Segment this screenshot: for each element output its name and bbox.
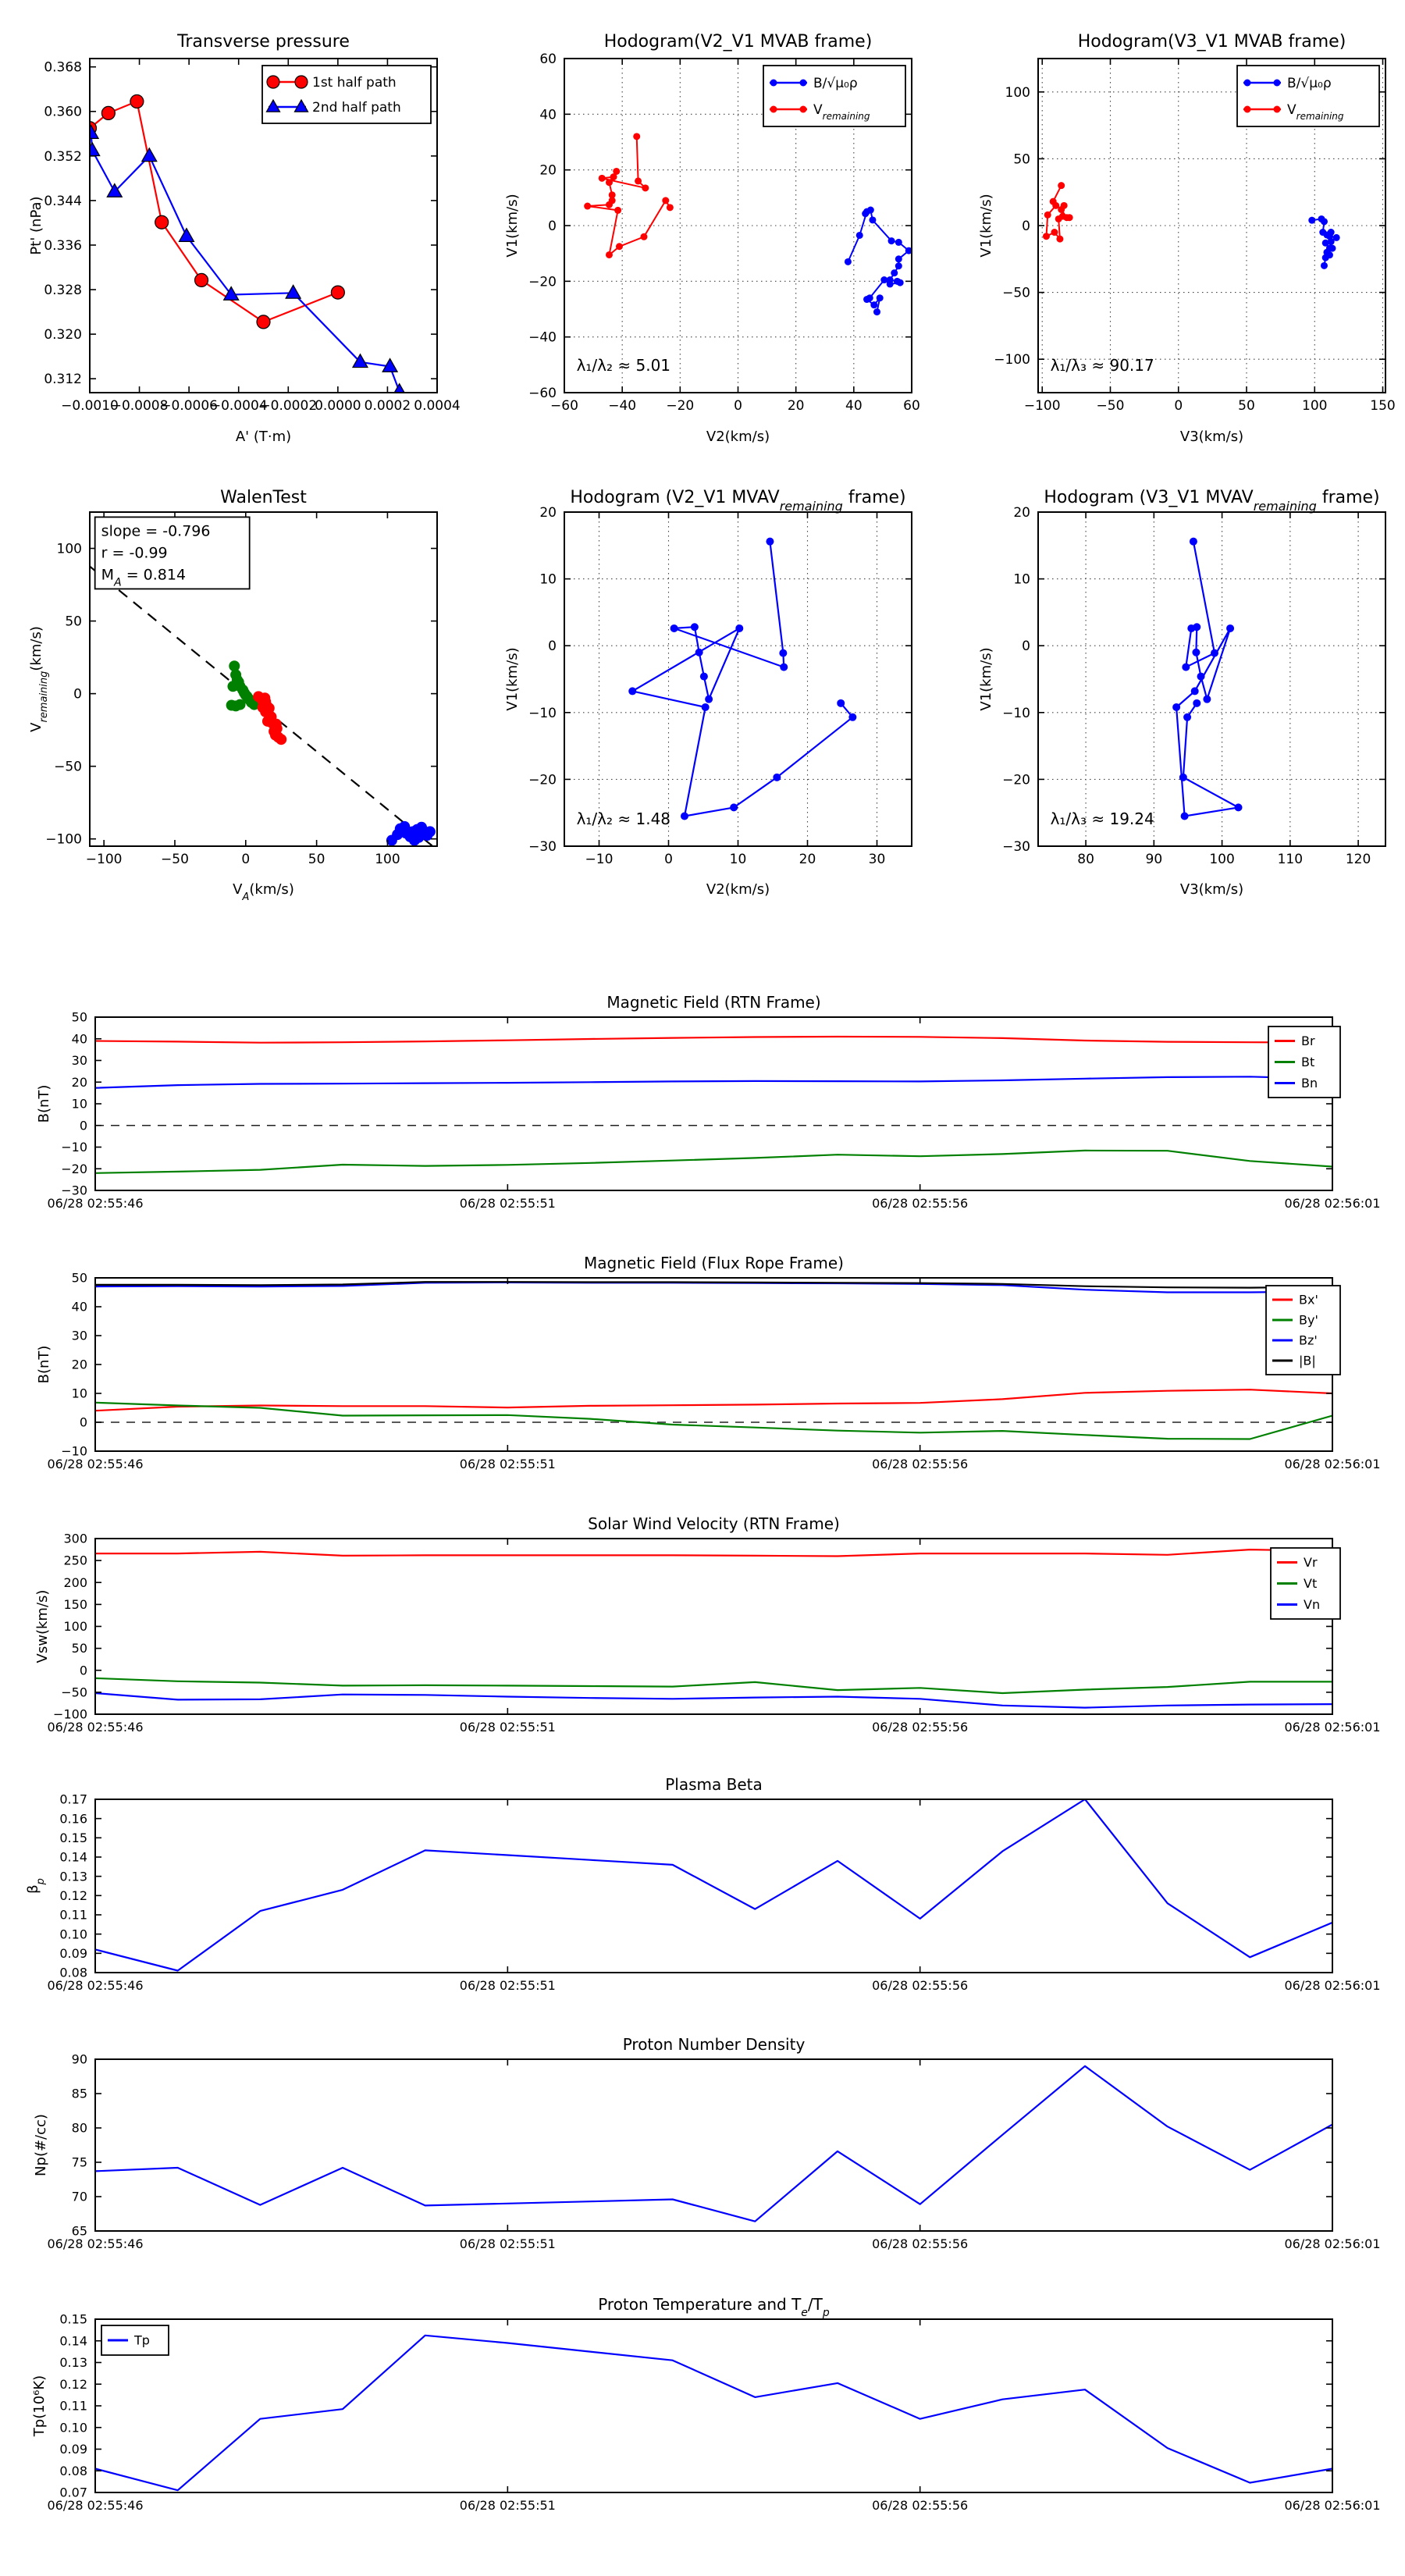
svg-text:70: 70 xyxy=(71,2189,87,2204)
svg-text:10: 10 xyxy=(71,1386,87,1401)
svg-text:0.352: 0.352 xyxy=(44,148,82,165)
svg-text:100: 100 xyxy=(1209,852,1235,867)
series-group xyxy=(1172,538,1242,820)
svg-text:−20: −20 xyxy=(528,772,557,788)
series-beta-p xyxy=(95,1799,1332,1971)
svg-text:Bn: Bn xyxy=(1301,1076,1318,1091)
series-v-path xyxy=(1172,538,1242,820)
series-group xyxy=(95,1550,1332,1708)
svg-text:60: 60 xyxy=(903,398,920,414)
svg-text:−10: −10 xyxy=(585,852,614,867)
svg-text:Vn: Vn xyxy=(1304,1597,1321,1613)
svg-text:Hodogram(V3_V1 MVAB frame): Hodogram(V3_V1 MVAB frame) xyxy=(1077,32,1346,52)
svg-text:V3(km/s): V3(km/s) xyxy=(1179,881,1244,898)
svg-text:A' (T·m): A' (T·m) xyxy=(235,429,292,445)
svg-text:Vremaining: $V_{remaining}$ xyxy=(813,101,870,122)
svg-text:06/28 02:55:56: 06/28 02:55:56 xyxy=(872,2236,969,2251)
svg-text:06/28 02:56:01: 06/28 02:56:01 xyxy=(1284,1978,1381,1993)
chart-solar-wind-velocity xyxy=(34,1514,1381,1735)
svg-text:−0.0006: −0.0006 xyxy=(160,398,219,414)
svg-text:Plasma Beta: Plasma Beta xyxy=(665,1775,763,1794)
legend xyxy=(1266,1286,1340,1375)
svg-text:−20: −20 xyxy=(666,398,695,414)
svg-text:100: 100 xyxy=(1005,84,1030,101)
annotation xyxy=(577,809,670,828)
svg-text:60: 60 xyxy=(539,51,557,67)
series-vr xyxy=(95,1550,1332,1556)
svg-text:0.12: 0.12 xyxy=(59,1888,87,1903)
series-b-sqrt-mu0-rho- xyxy=(845,207,912,316)
svg-text:0.328: 0.328 xyxy=(44,282,82,298)
svg-text:Bt: Bt xyxy=(1301,1055,1315,1070)
series-tp xyxy=(95,2336,1332,2490)
svg-text:0: 0 xyxy=(1022,639,1030,655)
svg-text:06/28 02:56:01: 06/28 02:56:01 xyxy=(1284,1196,1381,1211)
svg-text:06/28 02:55:46: 06/28 02:55:46 xyxy=(47,1457,144,1471)
annotation xyxy=(95,517,250,589)
svg-text:0: 0 xyxy=(548,218,557,234)
axes-box xyxy=(564,512,912,846)
series-group-2 xyxy=(253,691,286,745)
svg-text:−30: −30 xyxy=(1002,838,1030,855)
svg-text:40: 40 xyxy=(539,107,557,123)
svg-text:r = -0.99: r = -0.99 xyxy=(101,544,168,562)
svg-text:−100: −100 xyxy=(53,1706,87,1722)
series-group xyxy=(95,2336,1332,2490)
svg-text:06/28 02:55:51: 06/28 02:55:51 xyxy=(459,1978,556,1993)
svg-text:Vremaining(km/s): $V_{remaining}(km/s)$ xyxy=(28,626,50,732)
svg-text:−100: −100 xyxy=(1023,398,1061,414)
svg-text:Proton Number Density: Proton Number Density xyxy=(622,2035,806,2054)
svg-text:Bx': Bx' xyxy=(1299,1292,1318,1308)
svg-text:50: 50 xyxy=(1013,151,1030,168)
svg-text:Np(#/cc): Np(#/cc) xyxy=(33,2114,49,2176)
ticks xyxy=(47,2052,1380,2251)
axes-box xyxy=(95,1799,1332,1973)
svg-text:20: 20 xyxy=(799,852,816,867)
svg-text:0.07: 0.07 xyxy=(59,2485,87,2500)
svg-text:100: 100 xyxy=(63,1619,87,1635)
svg-text:50: 50 xyxy=(65,614,82,630)
svg-text:75: 75 xyxy=(71,2154,87,2170)
svg-text:0.13: 0.13 xyxy=(59,1869,87,1884)
svg-text:06/28 02:55:51: 06/28 02:55:51 xyxy=(459,1196,556,1211)
series-group xyxy=(95,1282,1332,1439)
svg-text:10: 10 xyxy=(1013,571,1030,588)
svg-text:0: 0 xyxy=(73,686,82,703)
series-group xyxy=(95,1037,1332,1173)
svg-text:0.08: 0.08 xyxy=(59,2463,87,2478)
ticks xyxy=(47,1792,1380,1993)
svg-text:−10: −10 xyxy=(61,1443,87,1459)
svg-text:50: 50 xyxy=(1238,398,1255,414)
svg-text:50: 50 xyxy=(308,852,325,867)
svg-text:−100: −100 xyxy=(994,352,1030,368)
svg-text:0.09: 0.09 xyxy=(59,2442,87,2457)
svg-text:−10: −10 xyxy=(1002,705,1030,721)
svg-text:λ₁/λ₂ ≈ 1.48: λ₁/λ₂ ≈ 1.48 xyxy=(576,809,671,829)
svg-text:Tp(10⁶K): Tp(10⁶K) xyxy=(31,2375,48,2437)
svg-text:100: 100 xyxy=(375,852,400,867)
legend xyxy=(1237,66,1379,126)
svg-text:Hodogram (V3_V1 MVAVremaining: Hodogram (V3_V1 $MVAV_{remaining}$ frame) xyxy=(1044,488,1380,514)
svg-text:90: 90 xyxy=(1145,852,1163,867)
svg-text:−100: −100 xyxy=(45,831,82,848)
series-group xyxy=(90,567,436,848)
svg-text:λ₁/λ₂ ≈ 5.01: λ₁/λ₂ ≈ 5.01 xyxy=(576,356,671,375)
svg-text:30: 30 xyxy=(71,1328,87,1343)
svg-text:WalenTest: WalenTest xyxy=(220,488,307,507)
svg-text:1st half path: 1st half path xyxy=(312,74,397,91)
svg-text:−50: −50 xyxy=(161,852,189,867)
svg-text:100: 100 xyxy=(56,541,82,557)
svg-text:B(nT): B(nT) xyxy=(36,1345,52,1384)
chart-hodogram-v2v1-mvab xyxy=(504,32,920,445)
svg-text:90: 90 xyxy=(71,2051,87,2067)
svg-text:−10: −10 xyxy=(61,1140,87,1155)
svg-text:λ₁/λ₃ ≈ 90.17: λ₁/λ₃ ≈ 90.17 xyxy=(1050,356,1154,375)
series-b-sqrt-mu0-rho- xyxy=(1308,215,1339,269)
svg-text:−20: −20 xyxy=(1002,772,1030,788)
svg-text:80: 80 xyxy=(1077,852,1094,867)
series-v-remaining xyxy=(584,133,674,258)
svg-text:−10: −10 xyxy=(528,705,557,721)
chart-walen-test xyxy=(28,488,437,903)
ticks xyxy=(47,1010,1380,1211)
svg-text:0: 0 xyxy=(241,852,251,867)
svg-text:0.16: 0.16 xyxy=(59,1811,87,1827)
series-by- xyxy=(95,1403,1332,1439)
axes-box xyxy=(95,2319,1332,2492)
svg-text:0.15: 0.15 xyxy=(59,2311,87,2327)
svg-text:20: 20 xyxy=(71,1074,87,1090)
ticks xyxy=(47,2312,1380,2513)
axes-box xyxy=(95,2059,1332,2231)
svg-text:0: 0 xyxy=(79,1663,87,1678)
svg-text:0.344: 0.344 xyxy=(44,193,82,209)
svg-text:V3(km/s): V3(km/s) xyxy=(1179,429,1244,445)
svg-text:−0.0002: −0.0002 xyxy=(259,398,318,414)
svg-text:0.10: 0.10 xyxy=(59,1927,87,1942)
legend xyxy=(763,66,905,126)
svg-text:06/28 02:55:51: 06/28 02:55:51 xyxy=(459,1457,556,1471)
svg-text:40: 40 xyxy=(845,398,863,414)
svg-text:−0.0008: −0.0008 xyxy=(110,398,169,414)
svg-text:250: 250 xyxy=(63,1553,87,1568)
svg-text:0.312: 0.312 xyxy=(44,372,82,388)
svg-text:−60: −60 xyxy=(550,398,578,414)
svg-text:110: 110 xyxy=(1277,852,1304,867)
series-br xyxy=(95,1037,1332,1043)
svg-text:Transverse pressure: Transverse pressure xyxy=(177,32,350,52)
svg-text:V1(km/s): V1(km/s) xyxy=(978,647,994,711)
series-np xyxy=(95,2066,1332,2222)
svg-text:Hodogram(V2_V1 MVAB frame): Hodogram(V2_V1 MVAB frame) xyxy=(603,32,873,52)
ticks xyxy=(47,1271,1380,1471)
series-v-remaining xyxy=(1043,182,1073,242)
annotation xyxy=(577,356,670,375)
svg-text:Magnetic Field (RTN Frame): Magnetic Field (RTN Frame) xyxy=(606,993,821,1012)
grid xyxy=(564,512,912,846)
svg-text:06/28 02:55:46: 06/28 02:55:46 xyxy=(47,1978,144,1993)
svg-text:B(nT): B(nT) xyxy=(36,1084,52,1123)
svg-text:V1(km/s): V1(km/s) xyxy=(504,647,521,711)
series-group xyxy=(628,538,856,820)
chart-magnetic-field-fluxrope xyxy=(36,1254,1381,1471)
svg-text:06/28 02:55:51: 06/28 02:55:51 xyxy=(459,1720,556,1735)
svg-text:40: 40 xyxy=(71,1299,87,1315)
svg-text:06/28 02:55:56: 06/28 02:55:56 xyxy=(872,1720,969,1735)
axes-box xyxy=(1038,512,1385,846)
svg-text:−0.0010: −0.0010 xyxy=(61,398,119,414)
svg-text:0.14: 0.14 xyxy=(59,1849,87,1865)
svg-text:Vt: Vt xyxy=(1304,1576,1318,1592)
chart-hodogram-v3v1-mvab xyxy=(978,32,1396,445)
svg-text:0.336: 0.336 xyxy=(44,237,82,254)
axes-box xyxy=(95,1278,1332,1451)
svg-text:V2(km/s): V2(km/s) xyxy=(706,429,770,445)
svg-text:06/28 02:56:01: 06/28 02:56:01 xyxy=(1284,2236,1381,2251)
series-v-path xyxy=(628,538,856,820)
grid xyxy=(1038,512,1385,846)
svg-text:Solar Wind Velocity (RTN Frame: Solar Wind Velocity (RTN Frame) xyxy=(588,1514,840,1533)
annotation xyxy=(1051,809,1154,828)
svg-text:Tp: Tp xyxy=(134,2332,150,2348)
svg-text:06/28 02:56:01: 06/28 02:56:01 xyxy=(1284,2498,1381,2513)
chart-proton-temperature xyxy=(31,2295,1381,2513)
series-1st-half-path xyxy=(84,94,345,328)
svg-text:−30: −30 xyxy=(528,838,557,855)
svg-text:06/28 02:55:46: 06/28 02:55:46 xyxy=(47,2498,144,2513)
svg-text:−20: −20 xyxy=(528,274,557,290)
chart-plasma-beta xyxy=(25,1775,1381,1993)
svg-text:Proton Temperature and Te/Tp: Proton Temperature and $T_e/T_p$ xyxy=(598,2295,830,2319)
svg-text:By': By' xyxy=(1299,1312,1318,1328)
svg-text:0.09: 0.09 xyxy=(59,1945,87,1961)
svg-text:0: 0 xyxy=(79,1118,87,1133)
svg-text:|B|: |B| xyxy=(1299,1353,1316,1368)
svg-text:06/28 02:55:46: 06/28 02:55:46 xyxy=(47,1196,144,1211)
svg-text:0: 0 xyxy=(1022,218,1030,234)
svg-text:06/28 02:55:56: 06/28 02:55:56 xyxy=(872,2498,969,2513)
svg-text:−40: −40 xyxy=(528,329,557,346)
svg-text:V1(km/s): V1(km/s) xyxy=(504,194,521,258)
annotation xyxy=(1051,356,1154,375)
svg-text:0.13: 0.13 xyxy=(59,2355,87,2371)
svg-text:0.11: 0.11 xyxy=(59,1907,87,1923)
svg-text:0.11: 0.11 xyxy=(59,2398,87,2414)
svg-text:−50: −50 xyxy=(61,1685,87,1700)
ticks xyxy=(47,1532,1380,1735)
svg-text:06/28 02:55:56: 06/28 02:55:56 xyxy=(872,1978,969,1993)
legend xyxy=(101,2325,169,2355)
series-vt xyxy=(95,1678,1332,1693)
svg-text:slope = -0.796: slope = -0.796 xyxy=(101,522,211,540)
svg-text:10: 10 xyxy=(729,852,747,867)
svg-text:300: 300 xyxy=(63,1531,87,1546)
svg-text:B/√μ₀ρ: B/√μ₀ρ xyxy=(1287,75,1332,91)
svg-text:−30: −30 xyxy=(61,1183,87,1198)
chart-transverse-pressure xyxy=(28,32,461,445)
series-group xyxy=(584,133,912,315)
svg-text:80: 80 xyxy=(71,2120,87,2136)
legend xyxy=(1268,1026,1340,1098)
svg-text:0.08: 0.08 xyxy=(59,1965,87,1980)
svg-text:−40: −40 xyxy=(608,398,637,414)
svg-text:VA(km/s): $V_A(km/s)$ xyxy=(233,881,294,903)
svg-text:0: 0 xyxy=(79,1414,87,1430)
svg-text:06/28 02:56:01: 06/28 02:56:01 xyxy=(1284,1720,1381,1735)
svg-text:06/28 02:55:46: 06/28 02:55:46 xyxy=(47,1720,144,1735)
svg-text:0.17: 0.17 xyxy=(59,1791,87,1807)
legend xyxy=(262,66,431,123)
svg-text:Magnetic Field (Flux Rope Fram: Magnetic Field (Flux Rope Frame) xyxy=(584,1254,844,1272)
svg-text:20: 20 xyxy=(539,504,557,521)
svg-text:−50: −50 xyxy=(1002,285,1030,301)
series-bt xyxy=(95,1151,1332,1173)
svg-text:0.320: 0.320 xyxy=(44,327,82,343)
svg-text:0.360: 0.360 xyxy=(44,104,82,120)
svg-text:0.14: 0.14 xyxy=(59,2333,87,2349)
svg-text:06/28 02:56:01: 06/28 02:56:01 xyxy=(1284,1457,1381,1471)
svg-text:Br: Br xyxy=(1301,1034,1315,1049)
svg-text:0.0002: 0.0002 xyxy=(364,398,411,414)
svg-text:06/28 02:55:46: 06/28 02:55:46 xyxy=(47,2236,144,2251)
svg-text:200: 200 xyxy=(63,1574,87,1590)
svg-text:0.12: 0.12 xyxy=(59,2376,87,2392)
svg-text:120: 120 xyxy=(1345,852,1371,867)
series-group xyxy=(95,1799,1332,1971)
svg-text:50: 50 xyxy=(71,1270,87,1286)
svg-text:20: 20 xyxy=(787,398,805,414)
svg-text:50: 50 xyxy=(71,1641,87,1656)
series-group xyxy=(95,2066,1332,2222)
svg-text:0: 0 xyxy=(1174,398,1183,414)
svg-text:V1(km/s): V1(km/s) xyxy=(978,194,994,258)
svg-text:65: 65 xyxy=(71,2223,87,2239)
svg-text:B/√μ₀ρ: B/√μ₀ρ xyxy=(813,75,858,91)
svg-text:V2(km/s): V2(km/s) xyxy=(706,881,770,898)
svg-text:85: 85 xyxy=(71,2086,87,2101)
svg-text:100: 100 xyxy=(1302,398,1328,414)
series-bx- xyxy=(95,1389,1332,1411)
svg-text:Vsw(km/s): Vsw(km/s) xyxy=(34,1589,51,1663)
svg-text:20: 20 xyxy=(71,1357,87,1372)
svg-text:−20: −20 xyxy=(61,1161,87,1176)
svg-text:0.0000: 0.0000 xyxy=(315,398,361,414)
svg-text:Hodogram (V2_V1 MVAVremaining: Hodogram (V2_V1 $MVAV_{remaining}$ frame) xyxy=(570,488,906,514)
svg-text:Vremaining: $V_{remaining}$ xyxy=(1287,101,1344,122)
svg-text:20: 20 xyxy=(539,162,557,179)
svg-text:06/28 02:55:56: 06/28 02:55:56 xyxy=(872,1196,969,1211)
svg-text:βp: $\beta_p$ xyxy=(25,1878,47,1894)
svg-text:−100: −100 xyxy=(85,852,123,867)
svg-text:50: 50 xyxy=(71,1009,87,1025)
svg-text:10: 10 xyxy=(71,1096,87,1112)
svg-text:0: 0 xyxy=(734,398,742,414)
series-bn xyxy=(95,1076,1332,1087)
svg-text:30: 30 xyxy=(71,1053,87,1069)
svg-text:06/28 02:55:56: 06/28 02:55:56 xyxy=(872,1457,969,1471)
svg-text:30: 30 xyxy=(868,852,886,867)
svg-text:06/28 02:55:51: 06/28 02:55:51 xyxy=(459,2236,556,2251)
svg-text:0.0004: 0.0004 xyxy=(414,398,461,414)
series-group xyxy=(1043,182,1340,269)
series-vn xyxy=(95,1693,1332,1708)
svg-text:Pt' (nPa): Pt' (nPa) xyxy=(28,196,44,255)
svg-text:0.10: 0.10 xyxy=(59,2420,87,2435)
svg-text:0: 0 xyxy=(664,852,673,867)
svg-text:λ₁/λ₃ ≈ 19.24: λ₁/λ₃ ≈ 19.24 xyxy=(1050,809,1154,829)
svg-text:06/28 02:55:51: 06/28 02:55:51 xyxy=(459,2498,556,2513)
series-group xyxy=(84,94,407,397)
svg-text:150: 150 xyxy=(63,1596,87,1612)
legend xyxy=(1271,1548,1340,1619)
svg-text:−0.0004: −0.0004 xyxy=(209,398,268,414)
svg-text:2nd half path: 2nd half path xyxy=(312,99,401,116)
series-2nd-half-path xyxy=(84,126,407,397)
svg-text:10: 10 xyxy=(539,571,557,588)
svg-text:20: 20 xyxy=(1013,504,1030,521)
svg-text:Bz': Bz' xyxy=(1299,1332,1318,1348)
svg-text:−50: −50 xyxy=(54,759,82,775)
svg-text:0.15: 0.15 xyxy=(59,1830,87,1845)
svg-text:MA = 0.814: $M_A = 0.814$ xyxy=(101,566,187,589)
chart-hodogram-v2v1-mvav xyxy=(504,488,912,898)
chart-proton-number-density xyxy=(33,2035,1381,2251)
svg-text:150: 150 xyxy=(1370,398,1396,414)
svg-text:0.368: 0.368 xyxy=(44,59,82,76)
chart-magnetic-field-rtn xyxy=(36,993,1381,1211)
svg-text:−50: −50 xyxy=(1096,398,1125,414)
svg-text:Vr: Vr xyxy=(1304,1555,1318,1571)
svg-text:40: 40 xyxy=(71,1031,87,1047)
chart-hodogram-v3v1-mvav xyxy=(978,488,1385,898)
svg-text:−60: −60 xyxy=(528,385,557,401)
svg-text:0: 0 xyxy=(548,639,557,655)
